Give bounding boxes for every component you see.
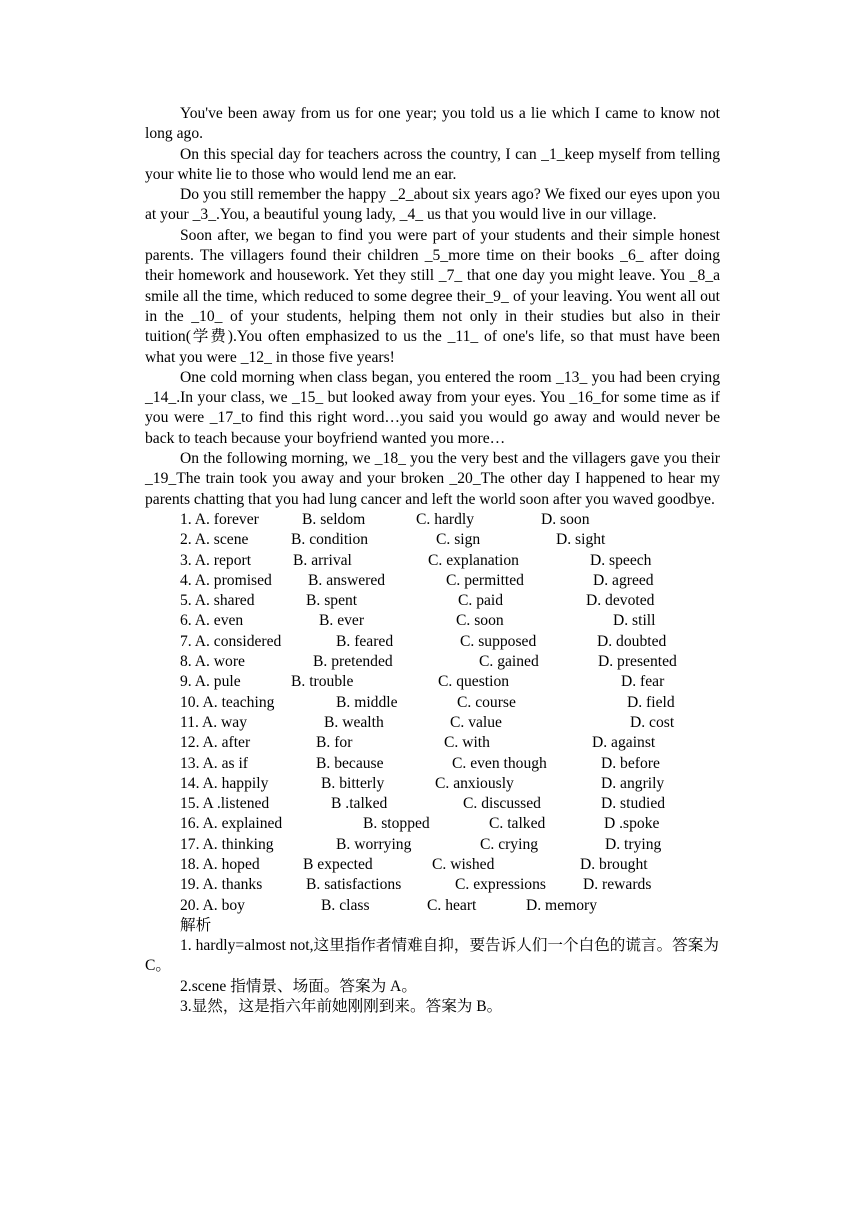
- option-choice: B. trouble: [291, 673, 354, 691]
- option-choice: 9. A. pule: [180, 673, 241, 691]
- option-choice: B. stopped: [363, 815, 430, 833]
- option-choice: 11. A. way: [180, 713, 247, 731]
- option-row: [145, 652, 720, 672]
- option-choice: D .spoke: [604, 815, 660, 833]
- option-choice: 10. A. teaching: [180, 693, 275, 711]
- option-row: [145, 896, 720, 916]
- option-choice: B. for: [316, 734, 353, 752]
- option-choice: 13. A. as if: [180, 754, 249, 772]
- option-choice: 3. A. report: [180, 551, 252, 569]
- option-choice: C. crying: [480, 835, 539, 853]
- passage-paragraph: On the following morning, we _18_ you the very best and the villagers gave you their _19_The train took you away and your broken _20_The other day I happened to hear my parents chatting that you had lung cancer and left the world soon after you waved goodbye.: [145, 450, 720, 508]
- option-choice: 2. A. scene: [180, 531, 249, 549]
- option-choice: C. talked: [489, 815, 546, 833]
- option-choice: B. bitterly: [321, 774, 385, 792]
- option-choice: C. explanation: [428, 551, 519, 569]
- option-choice: C. paid: [458, 592, 504, 610]
- option-choice: 12. A. after: [180, 734, 251, 752]
- option-row: [145, 814, 720, 834]
- option-choice: B. answered: [308, 571, 386, 589]
- option-choice: C. value: [450, 713, 502, 731]
- option-choice: D. cost: [630, 713, 675, 731]
- option-choice: 18. A. hoped: [180, 855, 260, 873]
- analysis-item: 3.显然，这是指六年前她刚刚到来。答案为 B。: [180, 998, 503, 1016]
- passage: [145, 104, 720, 510]
- option-choice: C. soon: [456, 612, 504, 630]
- option-choice: D. doubted: [597, 632, 667, 650]
- option-choice: C. supposed: [460, 632, 537, 650]
- passage-paragraph: One cold morning when class began, you entered the room _13_ you had been crying _14_.In your class, we _15_ but looked away from your eyes. You _16_for some time as if you were _17_to find this right word…you said you would go away and would never be back to teach because your boyfriend wanted you more…: [145, 368, 720, 447]
- option-choice: C. gained: [479, 653, 539, 671]
- option-choice: 5. A. shared: [180, 592, 255, 610]
- document-page: [145, 104, 720, 1017]
- option-choice: B. ever: [319, 612, 365, 630]
- option-row: [145, 713, 720, 733]
- option-choice: C. with: [444, 734, 490, 752]
- option-choice: C. wished: [432, 855, 495, 873]
- option-row: [145, 754, 720, 774]
- analysis-item: 1. hardly=almost not,这里指作者情难自抑，要告诉人们一个白色的谎言。答案为 C。: [145, 937, 719, 975]
- option-choice: C. anxiously: [435, 774, 514, 792]
- option-row: [145, 510, 720, 530]
- option-choice: D. memory: [526, 896, 598, 914]
- option-row: [145, 774, 720, 794]
- option-choice: C. even though: [452, 754, 547, 772]
- option-choice: D. soon: [541, 510, 590, 528]
- option-row: [145, 835, 720, 855]
- option-choice: D. angrily: [601, 774, 665, 792]
- option-choice: D. studied: [601, 795, 666, 813]
- option-choice: D. field: [627, 693, 675, 711]
- passage-paragraph: Do you still remember the happy _2_about six years ago? We fixed our eyes upon you at your _3_.You, a beautiful young lady, _4_ us that you would live in our village.: [145, 186, 720, 224]
- option-choice: D. sight: [556, 531, 606, 549]
- passage-paragraph: Soon after, we began to find you were part of your students and their simple honest parents. The villagers found their children _5_more time on their books _6_ after doing their homework and housework. Yet they still _7_ that one day you might leave. You _8_a smile all the time, which reduced to some degree their_9_ of your leaving. You went all out in the _10_ of your students, helping them not only in their studies but also in their tuition(学费).You often emphasized to us the _11_ of one's life, so that must have been what you were _12_ in those five years!: [145, 226, 720, 366]
- option-choice: 8. A. wore: [180, 653, 245, 671]
- option-choice: 1. A. forever: [180, 510, 259, 528]
- option-choice: D. rewards: [583, 876, 652, 894]
- option-choice: 19. A. thanks: [180, 876, 263, 894]
- option-choice: C. course: [457, 693, 516, 711]
- option-choice: D. agreed: [593, 571, 654, 589]
- option-row: [145, 794, 720, 814]
- option-choice: C. heart: [427, 896, 477, 914]
- option-choice: D. fear: [621, 673, 665, 691]
- option-choice: D. before: [601, 754, 660, 772]
- option-choice: 6. A. even: [180, 612, 244, 630]
- option-choice: D. brought: [580, 855, 648, 873]
- option-row: [145, 571, 720, 591]
- option-row: [145, 855, 720, 875]
- analysis-item: 2.scene 指情景、场面。答案为 A。: [180, 977, 417, 995]
- option-choice: C. discussed: [463, 795, 541, 813]
- option-choice: C. question: [438, 673, 510, 691]
- option-choice: B. middle: [336, 693, 398, 711]
- option-choice: D. trying: [605, 835, 662, 853]
- option-row: [145, 611, 720, 631]
- option-choice: 15. A .listened: [180, 795, 270, 813]
- option-choice: B. class: [321, 896, 370, 914]
- analysis-heading: 解析: [180, 916, 212, 934]
- option-choice: B. satisfactions: [306, 876, 402, 894]
- option-choice: D. speech: [590, 551, 652, 569]
- option-row: [145, 733, 720, 753]
- option-choice: B. because: [316, 754, 384, 772]
- option-choice: C. sign: [436, 531, 481, 549]
- passage-paragraph: You've been away from us for one year; you told us a lie which I came to know not long ago.: [145, 105, 720, 143]
- option-choice: 7. A. considered: [180, 632, 282, 650]
- analysis-section: [145, 916, 720, 1017]
- option-choice: B. condition: [291, 531, 369, 549]
- option-choice: 14. A. happily: [180, 774, 269, 792]
- option-choice: 4. A. promised: [180, 571, 272, 589]
- option-choice: B. arrival: [293, 551, 352, 569]
- option-choice: B. spent: [306, 592, 358, 610]
- option-choice: D. presented: [598, 653, 677, 671]
- option-choice: D. still: [613, 612, 656, 630]
- option-row: [145, 875, 720, 895]
- option-choice: B. pretended: [313, 653, 393, 671]
- option-choice: 20. A. boy: [180, 896, 245, 914]
- option-choice: B .talked: [331, 795, 388, 813]
- option-choice: B. seldom: [302, 510, 366, 528]
- option-choice: B expected: [303, 855, 373, 873]
- passage-paragraph: On this special day for teachers across the country, I can _1_keep myself from telling your white lie to those who would lend me an ear.: [145, 145, 720, 183]
- option-choice: 16. A. explained: [180, 815, 283, 833]
- option-row: [145, 693, 720, 713]
- option-choice: B. worrying: [336, 835, 412, 853]
- option-choice: C. expressions: [455, 876, 546, 894]
- option-choice: B. feared: [336, 632, 394, 650]
- option-choice: C. hardly: [416, 510, 475, 528]
- option-choice: C. permitted: [446, 571, 524, 589]
- option-row: [145, 672, 720, 692]
- option-choice: D. against: [592, 734, 656, 752]
- option-choice: B. wealth: [324, 713, 384, 731]
- option-choice: 17. A. thinking: [180, 835, 274, 853]
- option-row: [145, 530, 720, 550]
- option-row: [145, 632, 720, 652]
- option-row: [145, 551, 720, 571]
- option-row: [145, 591, 720, 611]
- option-choice: D. devoted: [586, 592, 655, 610]
- answer-options: [145, 510, 720, 916]
